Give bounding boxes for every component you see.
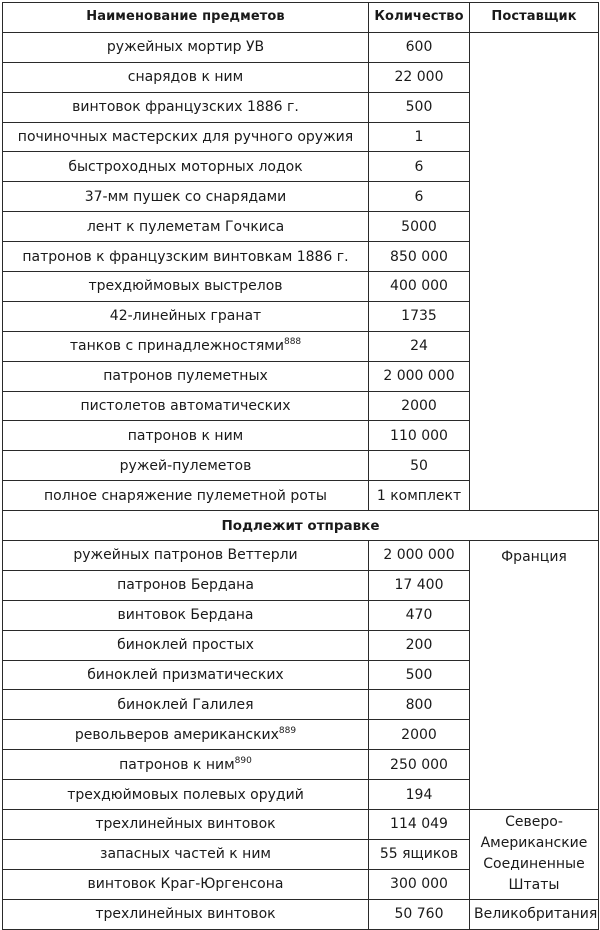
footnote-marker: 890 bbox=[234, 755, 252, 766]
item-name: патронов к ним bbox=[3, 421, 369, 451]
item-name: починочных мастерских для ручного оружия bbox=[3, 122, 369, 152]
item-quantity: 2000 bbox=[369, 391, 470, 421]
item-quantity: 2000 bbox=[369, 720, 470, 750]
supplies-table-container bbox=[2, 2, 599, 930]
item-quantity: 1735 bbox=[369, 301, 470, 331]
item-name: пистолетов автоматических bbox=[3, 391, 369, 421]
item-quantity: 1 комплект bbox=[369, 481, 470, 511]
item-quantity: 2 000 000 bbox=[369, 541, 470, 571]
item-name: патронов к французским винтовкам 1886 г. bbox=[3, 242, 369, 272]
item-quantity: 6 bbox=[369, 152, 470, 182]
item-name: ружейных мортир УВ bbox=[3, 32, 369, 62]
item-name: 37-мм пушек со снарядами bbox=[3, 182, 369, 212]
item-quantity: 55 ящиков bbox=[369, 839, 470, 869]
item-quantity: 114 049 bbox=[369, 810, 470, 840]
item-quantity: 500 bbox=[369, 92, 470, 122]
item-quantity: 250 000 bbox=[369, 750, 470, 780]
table-row bbox=[3, 32, 599, 62]
item-quantity: 850 000 bbox=[369, 242, 470, 272]
header-items: Наименование предметов bbox=[3, 3, 369, 33]
item-name: трехлинейных винтовок bbox=[3, 899, 369, 929]
item-name: патронов пулеметных bbox=[3, 361, 369, 391]
table-row bbox=[3, 541, 599, 571]
item-quantity: 5000 bbox=[369, 212, 470, 242]
item-name: полное снаряжение пулеметной роты bbox=[3, 481, 369, 511]
item-name: патронов к ним$^{890}$ bbox=[3, 750, 369, 780]
item-quantity: 200 bbox=[369, 630, 470, 660]
item-quantity: 600 bbox=[369, 32, 470, 62]
item-name: 42-линейных гранат bbox=[3, 301, 369, 331]
supplier-france: Франция bbox=[470, 541, 599, 810]
supplies-table bbox=[2, 2, 599, 930]
item-quantity: 800 bbox=[369, 690, 470, 720]
item-name: ружей-пулеметов bbox=[3, 451, 369, 481]
item-quantity: 470 bbox=[369, 600, 470, 630]
item-name: лент к пулеметам Гочкиса bbox=[3, 212, 369, 242]
item-name: танков с принадлежностями$^{888}$ bbox=[3, 331, 369, 361]
item-name: револьверов американских$^{889}$ bbox=[3, 720, 369, 750]
item-name: винтовок французских 1886 г. bbox=[3, 92, 369, 122]
item-name: трехдюймовых выстрелов bbox=[3, 272, 369, 302]
section-row bbox=[3, 511, 599, 541]
item-quantity: 50 bbox=[369, 451, 470, 481]
footnote-marker: 889 bbox=[278, 725, 297, 736]
item-name: патронов Бердана bbox=[3, 570, 369, 600]
header-row bbox=[3, 3, 599, 33]
item-quantity: 2 000 000 bbox=[369, 361, 470, 391]
footnote-marker: 888 bbox=[283, 337, 302, 348]
item-quantity: 300 000 bbox=[369, 869, 470, 899]
item-name: ружейных патронов Веттерли bbox=[3, 541, 369, 571]
item-name: трехдюймовых полевых орудий bbox=[3, 780, 369, 810]
table-row bbox=[3, 810, 599, 840]
supplier-usa: Северо-Американские Соединенные Штаты bbox=[470, 810, 599, 900]
header-quantity: Количество bbox=[369, 3, 470, 33]
item-quantity: 24 bbox=[369, 331, 470, 361]
header-supplier: Поставщик bbox=[470, 3, 599, 33]
item-name: запасных частей к ним bbox=[3, 839, 369, 869]
item-name: биноклей простых bbox=[3, 630, 369, 660]
item-quantity: 110 000 bbox=[369, 421, 470, 451]
item-quantity: 6 bbox=[369, 182, 470, 212]
item-name: быстроходных моторных лодок bbox=[3, 152, 369, 182]
item-name: винтовок Краг-Юргенсона bbox=[3, 869, 369, 899]
section-title: Подлежит отправке bbox=[3, 511, 599, 541]
item-name: винтовок Бердана bbox=[3, 600, 369, 630]
item-quantity: 50 760 bbox=[369, 899, 470, 929]
item-quantity: 17 400 bbox=[369, 570, 470, 600]
item-quantity: 500 bbox=[369, 660, 470, 690]
supplier-uk: Великобритания bbox=[470, 899, 599, 929]
item-quantity: 1 bbox=[369, 122, 470, 152]
supplier-cell-empty bbox=[470, 32, 599, 510]
table-row bbox=[3, 899, 599, 929]
item-quantity: 400 000 bbox=[369, 272, 470, 302]
item-name: биноклей призматических bbox=[3, 660, 369, 690]
item-quantity: 22 000 bbox=[369, 62, 470, 92]
item-name: снарядов к ним bbox=[3, 62, 369, 92]
item-quantity: 194 bbox=[369, 780, 470, 810]
item-name: трехлинейных винтовок bbox=[3, 810, 369, 840]
item-name: биноклей Галилея bbox=[3, 690, 369, 720]
